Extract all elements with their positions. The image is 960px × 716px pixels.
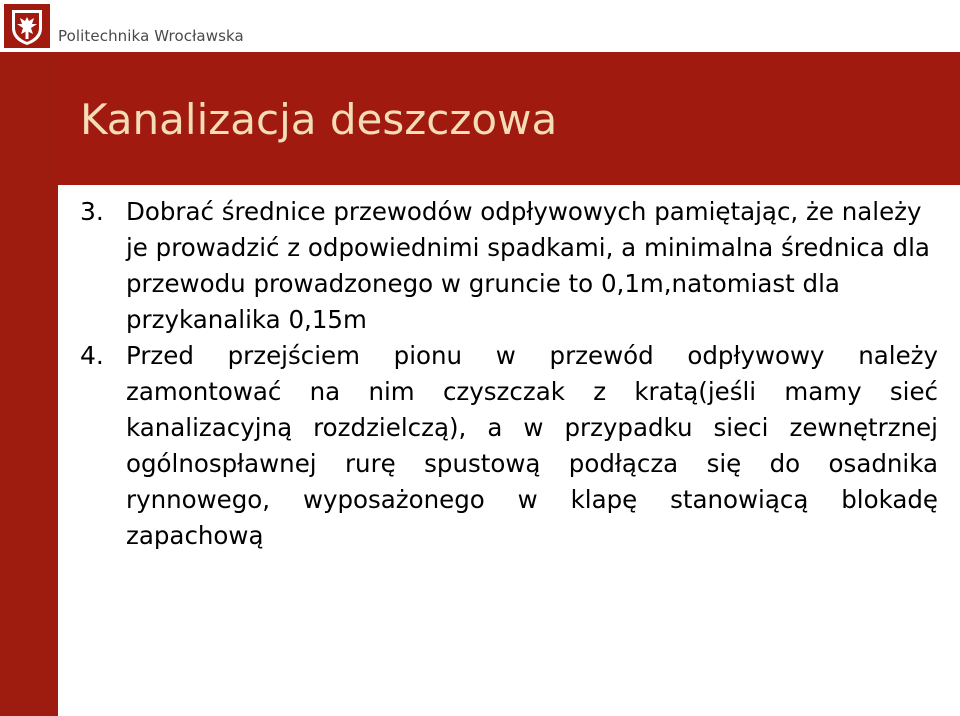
slide-content [80, 194, 938, 554]
logo-text: Politechnika Wrocławska [58, 27, 244, 45]
list-item [80, 194, 938, 338]
list-item-number: 4. [80, 341, 104, 370]
list-item-number: 3. [80, 197, 104, 226]
left-accent-strip [0, 52, 58, 716]
eagle-emblem-icon [4, 4, 50, 48]
slide-title: Kanalizacja deszczowa [80, 95, 558, 144]
header-logo-bar [0, 0, 960, 52]
title-banner [58, 52, 960, 185]
list-item [80, 338, 938, 554]
list-item-text: Przed przejściem pionu w przewód odpływowy należy zamontować na nim czyszczak z kratą(jeśli mamy sieć kanalizacyjną rozdzielczą), a w przypadku sieci zewnętrznej ogólnospławnej rurę spustową podłącza się do osadnika rynnowego, wyposażonego w klapę stanowiącą blokadę zapachową [126, 341, 938, 550]
list-item-text: Dobrać średnice przewodów odpływowych pamiętając, że należy je prowadzić z odpowiednimi spadkami, a minimalna średnica dla przewodu prowadzonego w gruncie to 0,1m,natomiast dla przykanalika 0,15m [126, 197, 930, 334]
